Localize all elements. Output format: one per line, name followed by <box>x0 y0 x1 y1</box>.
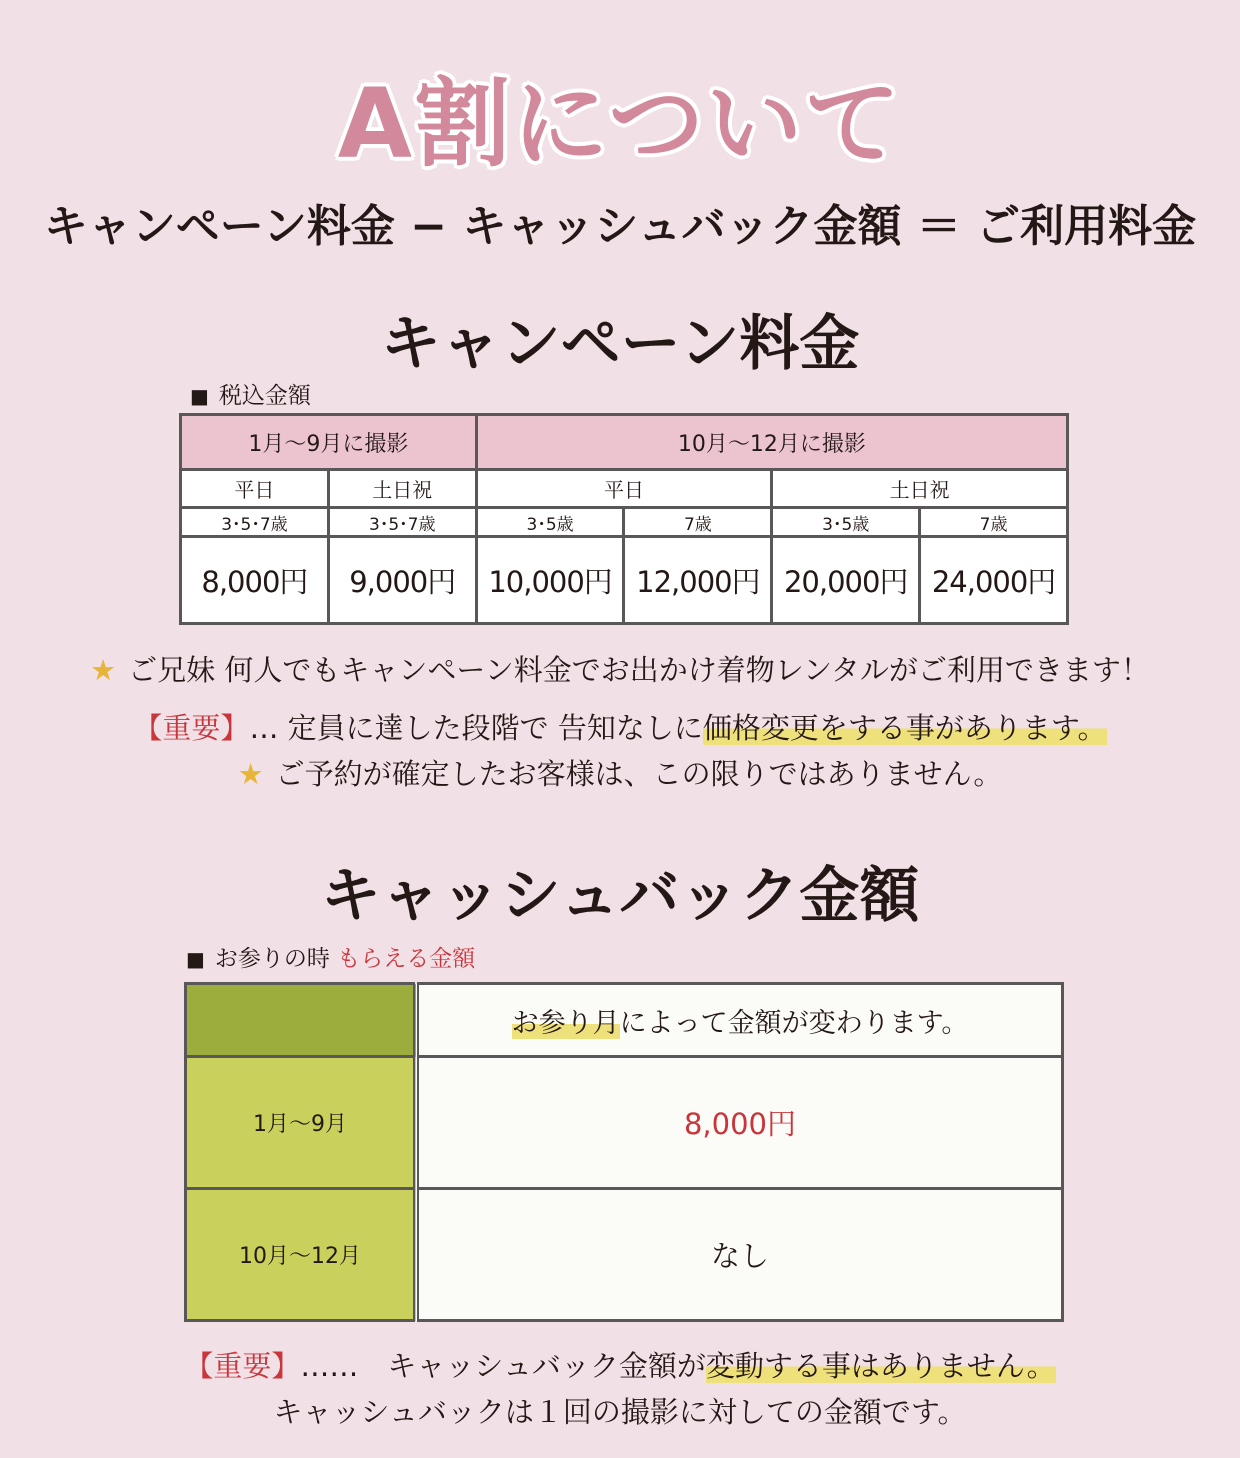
campaign-important-note <box>0 706 1240 747</box>
day-type-cell: 土日祝 <box>772 470 1068 508</box>
campaign-price-table <box>179 413 1069 625</box>
price-cell: 8,000円 <box>181 537 329 624</box>
important-highlight: 変動する事はありません。 <box>705 1349 1056 1383</box>
siblings-note <box>0 648 1240 689</box>
important-label: 【重要】 <box>133 711 250 745</box>
day-type-cell: 平日 <box>181 470 329 508</box>
price-cell: 24,000円 <box>920 537 1068 624</box>
cashback-table <box>184 982 1064 1322</box>
age-cell: 3･5歳 <box>772 508 920 537</box>
age-cell: 3･5歳 <box>476 508 624 537</box>
cashback-note-red: もらえる金額 <box>337 946 476 972</box>
campaign-heading: キャンペーン料金 <box>380 309 860 379</box>
cashback-amount: 8,000円 <box>416 1057 1063 1189</box>
reservation-note-text: ご予約が確定したお客様は、この限りではありません。 <box>275 757 1003 791</box>
page-title: A割について <box>337 68 903 180</box>
square-bullet-icon: ■ <box>190 384 209 408</box>
period-header: 1月～9月に撮影 <box>181 415 477 470</box>
cashback-note <box>186 940 475 973</box>
cashback-head-text <box>416 984 1063 1057</box>
cashback-amount: なし <box>416 1189 1063 1321</box>
siblings-note-text: ご兄妹 何人でもキャンペーン料金でお出かけ着物レンタルがご利用できます！ <box>128 653 1150 687</box>
cashback-head-label <box>186 984 417 1057</box>
formula: キャンペーン料金 − キャッシュバック金額 ＝ ご利用料金 <box>43 201 1197 252</box>
square-bullet-icon: ■ <box>186 947 205 971</box>
cashback-heading: キャッシュバック金額 <box>320 861 920 931</box>
price-cell: 12,000円 <box>624 537 772 624</box>
star-icon: ★ <box>237 757 264 791</box>
age-cell: 3･5･7歳 <box>181 508 329 537</box>
cashback-head-rest: によって金額が変わります。 <box>619 1007 969 1039</box>
cashback-important-note <box>0 1344 1240 1385</box>
important-label: 【重要】 <box>184 1349 301 1383</box>
cashback-footer: キャッシュバックは１回の撮影に対しての金額です。 <box>273 1395 967 1429</box>
cashback-period: 10月～12月 <box>186 1189 417 1321</box>
age-cell: 7歳 <box>624 508 772 537</box>
important-highlight: 価格変更をする事があります。 <box>702 711 1107 745</box>
price-cell: 20,000円 <box>772 537 920 624</box>
age-cell: 3･5･7歳 <box>328 508 476 537</box>
important-text: …… キャッシュバック金額が <box>300 1349 706 1383</box>
campaign-note <box>190 377 311 410</box>
day-type-cell: 土日祝 <box>328 470 476 508</box>
day-type-cell: 平日 <box>476 470 772 508</box>
cashback-period: 1月～9月 <box>186 1057 417 1189</box>
price-cell: 10,000円 <box>476 537 624 624</box>
campaign-note-text: 税込金額 <box>218 383 311 409</box>
important-text: … 定員に達した段階で 告知なしに <box>249 711 703 745</box>
age-cell: 7歳 <box>920 508 1068 537</box>
cashback-head-highlight: お参り月 <box>511 1007 620 1039</box>
star-icon: ★ <box>90 653 117 687</box>
reservation-note <box>0 752 1240 793</box>
price-cell: 9,000円 <box>328 537 476 624</box>
period-header: 10月～12月に撮影 <box>476 415 1067 470</box>
cashback-note-text: お参りの時 <box>214 946 330 972</box>
